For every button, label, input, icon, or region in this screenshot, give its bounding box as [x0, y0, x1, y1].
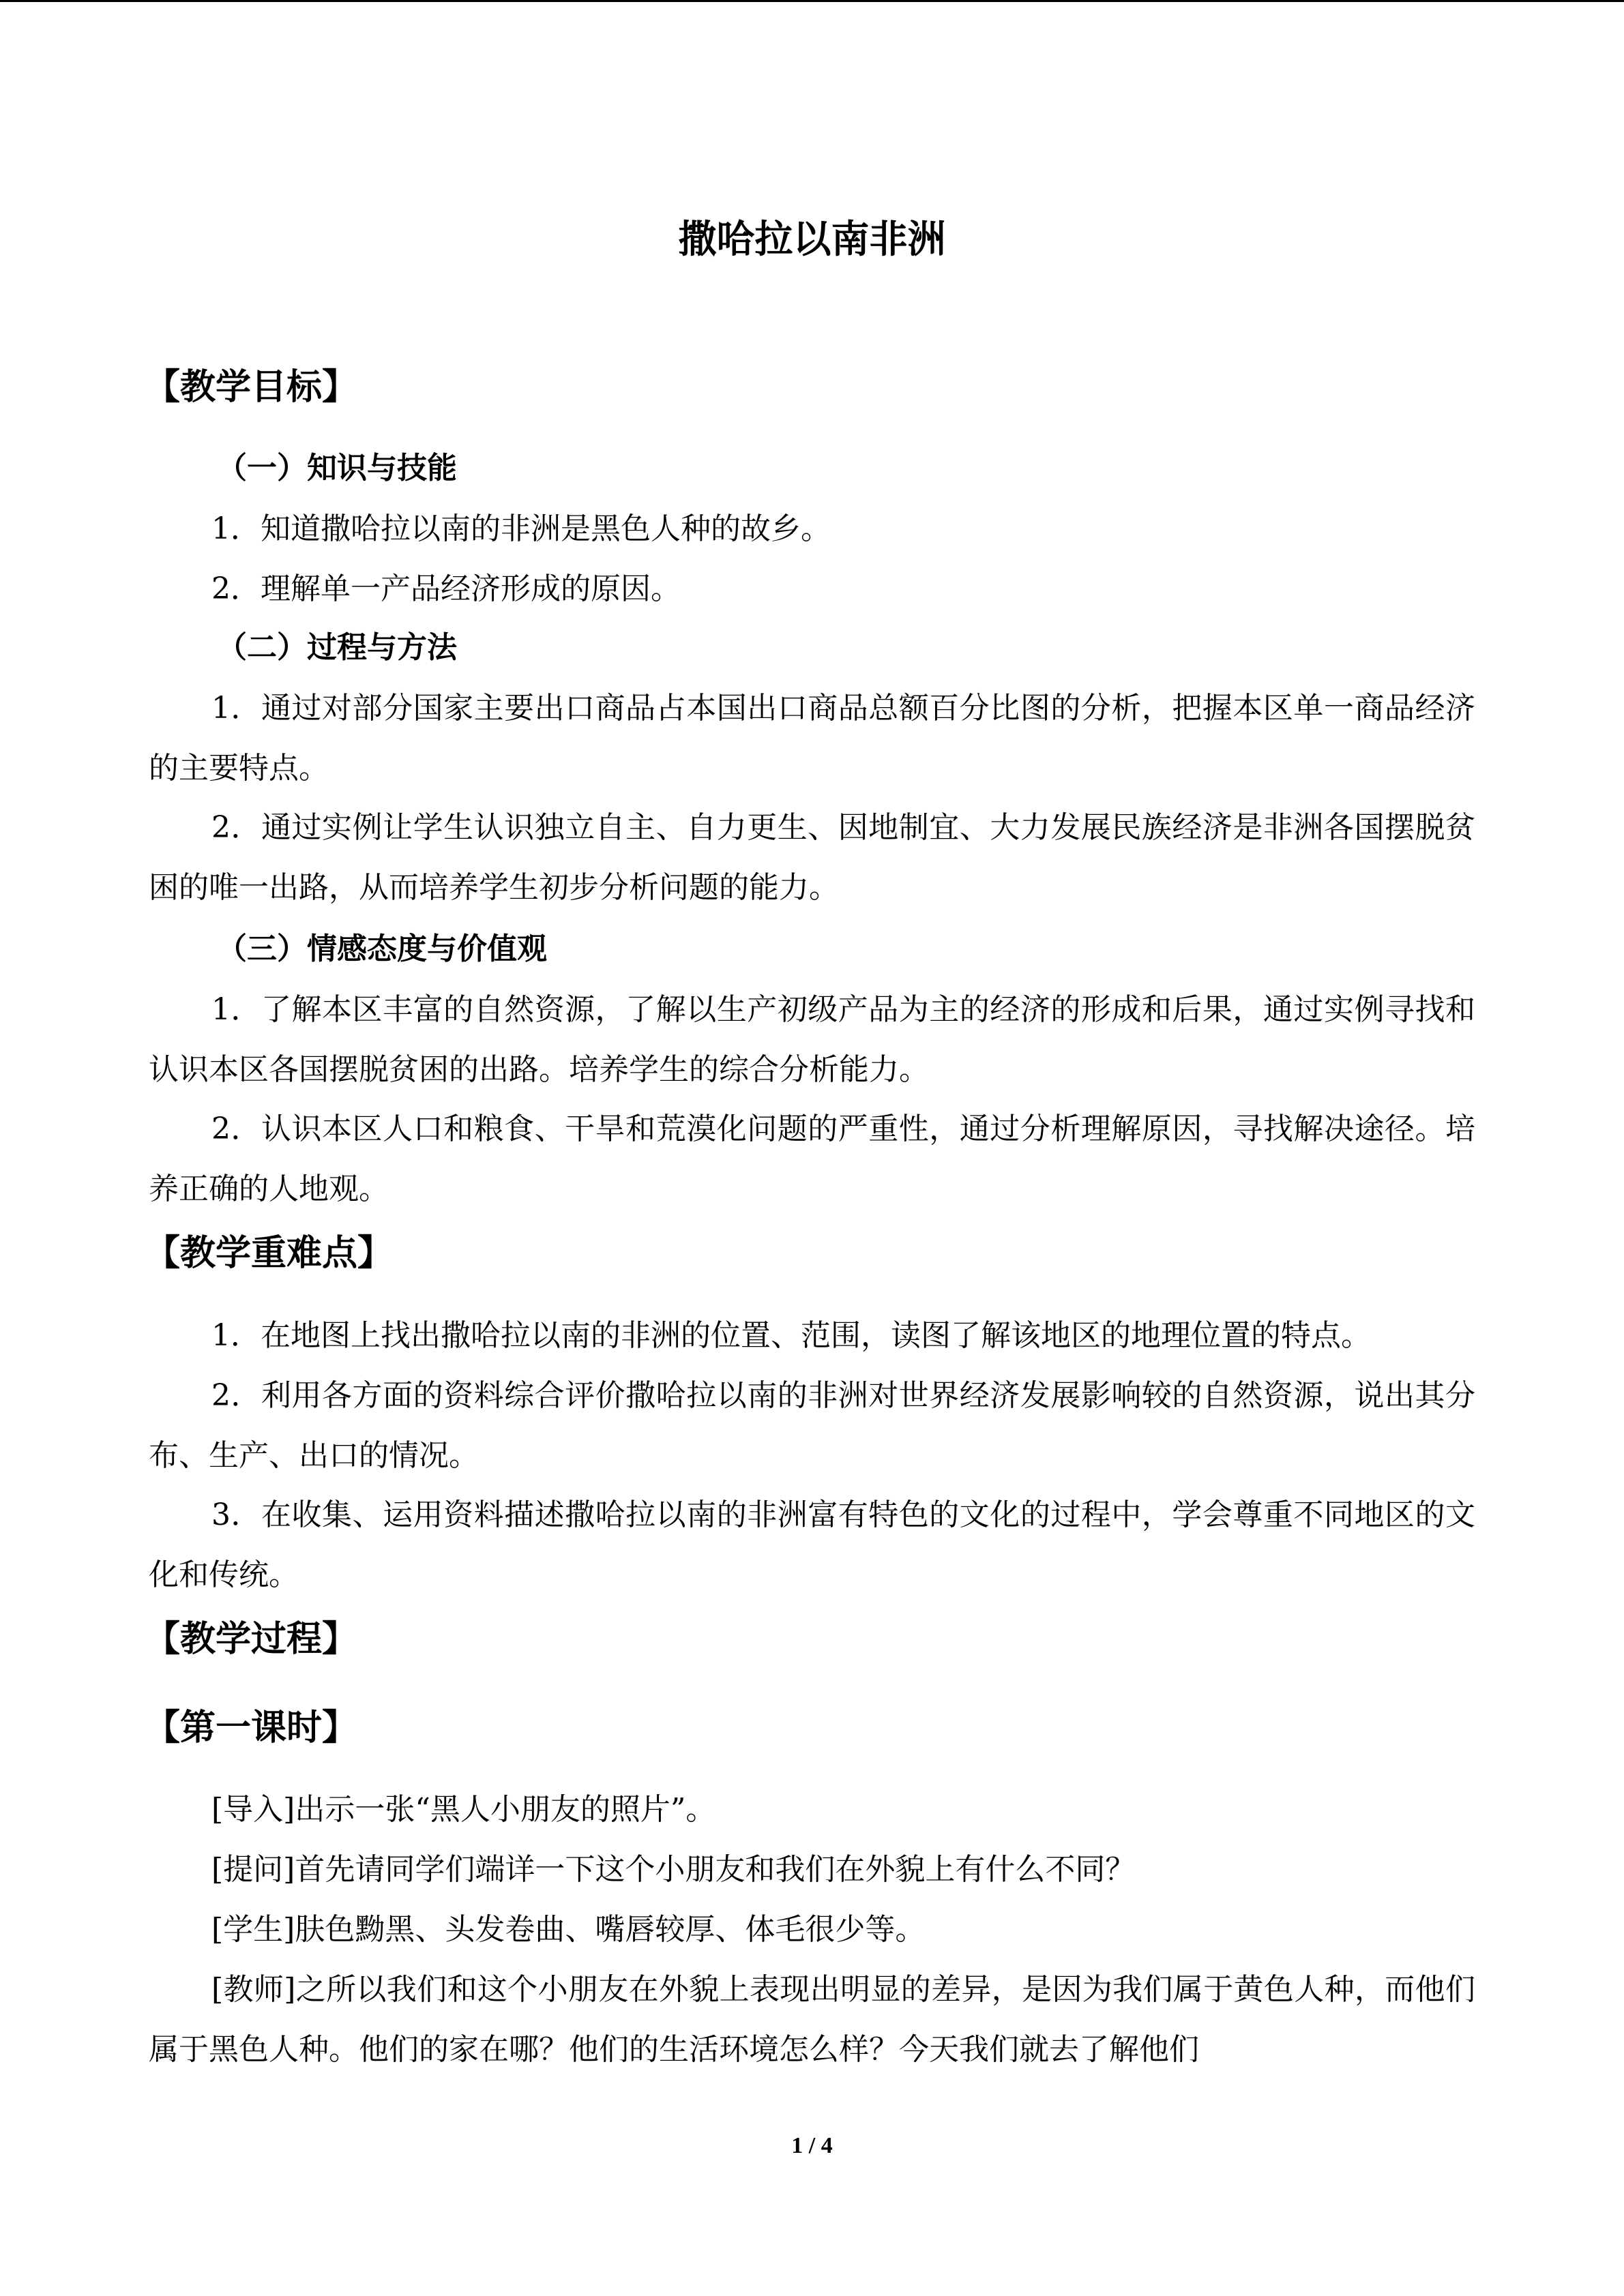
document-title: 撒哈拉以南非洲 — [678, 218, 946, 262]
objective-knowledge-item-2: 2．理解单一产品经济形成的原因。 — [211, 571, 681, 606]
subheading-knowledge-skills: （一）知识与技能 — [217, 451, 457, 486]
key-point-item-3: 3．在收集、运用资料描述撒哈拉以南的非洲富有特色的文化的过程中，学会尊重不同地区的文化和传统。 — [149, 1497, 1475, 1592]
section-heading-process: 【教学过程】 — [145, 1619, 358, 1660]
section-heading-key-points: 【教学重难点】 — [145, 1233, 394, 1274]
objective-process-item-1: 1．通过对部分国家主要出口商品占本国出口商品总额百分比图的分析，把握本区单一商品经济的主要特点。 — [149, 691, 1475, 786]
subheading-attitude-values: （三）情感态度与价值观 — [217, 931, 547, 966]
subheading-process-methods: （二）过程与方法 — [217, 630, 457, 665]
key-point-item-1: 1．在地图上找出撒哈拉以南的非洲的位置、范围，读图了解该地区的地理位置的特点。 — [211, 1318, 1371, 1353]
objective-attitude-item-1: 1．了解本区丰富的自然资源，了解以生产初级产品为主的经济的形成和后果，通过实例寻找和认识本区各国摆脱贫困的出路。培养学生的综合分析能力。 — [149, 992, 1475, 1087]
lesson1-item-1: [导入]出示一张“黑人小朋友的照片”。 — [211, 1792, 716, 1827]
lesson1-item-2: [提问]首先请同学们端详一下这个小朋友和我们在外貌上有什么不同？ — [211, 1852, 1136, 1887]
section-heading-lesson-1: 【第一课时】 — [145, 1708, 358, 1748]
objective-knowledge-item-1: 1．知道撒哈拉以南的非洲是黑色人种的故乡。 — [211, 511, 831, 546]
lesson1-item-4: [教师]之所以我们和这个小朋友在外貌上表现出明显的差异，是因为我们属于黄色人种，而他们属于黑色人种。他们的家在哪？他们的生活环境怎么样？今天我们就去了解他们 — [149, 1972, 1475, 2067]
top-border-line — [0, 0, 1624, 2]
key-point-item-2: 2．利用各方面的资料综合评价撒哈拉以南的非洲对世界经济发展影响较的自然资源，说出其分布、生产、出口的情况。 — [149, 1378, 1475, 1473]
section-heading-objectives: 【教学目标】 — [145, 367, 358, 408]
objective-attitude-item-2: 2．认识本区人口和粮食、干旱和荒漠化问题的严重性，通过分析理解原因，寻找解决途径。培养正确的人地观。 — [149, 1112, 1475, 1206]
lesson1-item-3: [学生]肤色黝黑、头发卷曲、嘴唇较厚、体毛很少等。 — [211, 1912, 926, 1947]
page-number: 1 / 4 — [791, 2133, 833, 2158]
objective-process-item-2: 2．通过实例让学生认识独立自主、自力更生、因地制宜、大力发展民族经济是非洲各国摆脱贫困的唯一出路，从而培养学生初步分析问题的能力。 — [149, 810, 1475, 905]
